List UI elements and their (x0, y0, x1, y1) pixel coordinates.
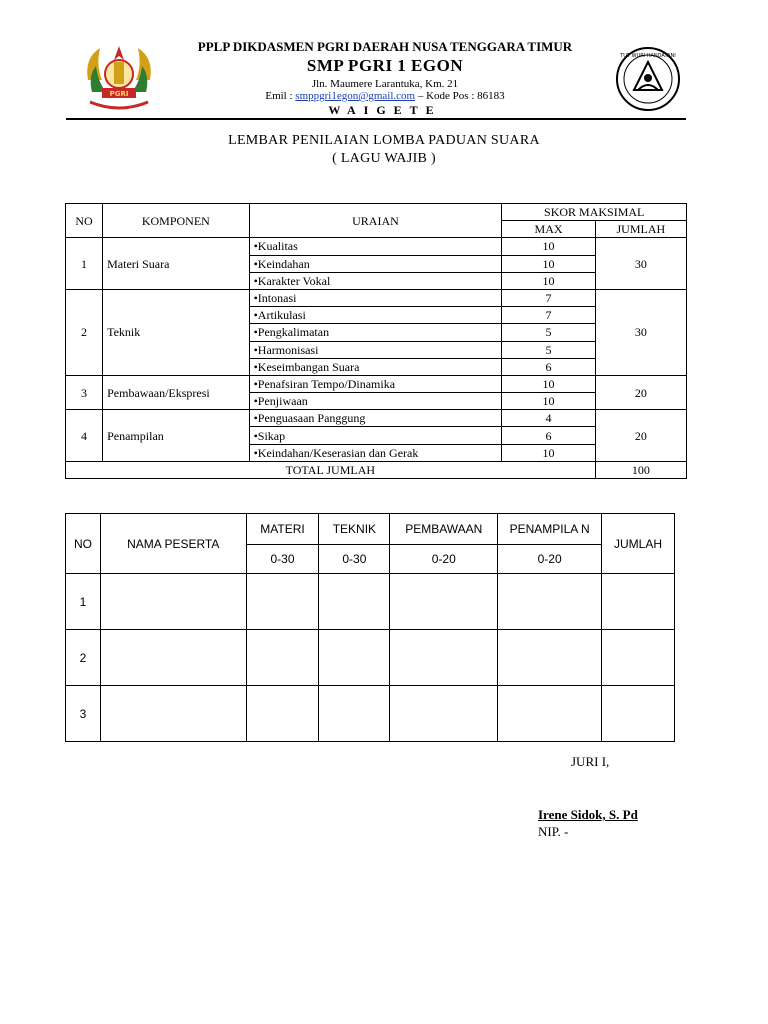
name-cell[interactable] (100, 630, 246, 686)
jumlah-cell[interactable] (602, 686, 675, 742)
item-uraian: • Keseimbangan Suara (249, 358, 502, 375)
org-name: PPLP DIKDASMEN PGRI DAERAH NUSA TENGGARA TIMUR (197, 39, 573, 54)
header-pembawaan: PEMBAWAAN (390, 514, 498, 545)
teknik-cell[interactable] (319, 574, 390, 630)
pembawaan-cell[interactable] (390, 630, 498, 686)
email-link[interactable]: smppgri1egon@gmail.com (295, 90, 416, 102)
group-jumlah: 30 (595, 289, 686, 375)
item-uraian: • Penjiwaan (249, 393, 502, 410)
table-row (66, 410, 687, 427)
header-komponen: KOMPONEN (103, 204, 249, 238)
range-penampilan: 0-20 (498, 545, 602, 574)
header-jumlah: JUMLAH (602, 514, 675, 574)
town-name: WAIGETE (328, 103, 442, 117)
letterhead (66, 36, 686, 120)
participant-row (66, 630, 675, 686)
item-max: 7 (502, 289, 595, 306)
item-max: 10 (502, 272, 595, 289)
header-penampilan: PENAMPILA N (498, 514, 602, 545)
item-max: 10 (502, 238, 595, 255)
header-no: NO (66, 204, 103, 238)
item-uraian: • Karakter Vokal (249, 272, 502, 289)
form-subtitle: ( LAGU WAJIB ) (332, 151, 436, 166)
item-max: 10 (502, 444, 595, 461)
table-row (66, 289, 687, 306)
item-max: 6 (502, 358, 595, 375)
group-komponen: Materi Suara (103, 238, 249, 290)
group-no: 4 (66, 410, 103, 462)
group-no: 1 (66, 238, 103, 290)
header-nama-peserta: NAMA PESERTA (100, 514, 246, 574)
group-no: 3 (66, 375, 103, 409)
contact-line (166, 90, 604, 102)
header-materi: MATERI (246, 514, 319, 545)
total-value: 100 (595, 461, 686, 478)
item-max: 10 (502, 393, 595, 410)
header-skor-maksimal: SKOR MAKSIMAL (502, 204, 687, 221)
row-number: 1 (66, 574, 101, 630)
group-komponen: Penampilan (103, 410, 249, 462)
juri-name: Irene Sidok, S. Pd (538, 807, 638, 822)
table-row (66, 238, 687, 255)
item-uraian: • Artikulasi (249, 307, 502, 324)
materi-cell[interactable] (246, 630, 319, 686)
postal-code: – Kode Pos : 86183 (415, 90, 505, 102)
item-max: 10 (502, 375, 595, 392)
jumlah-cell[interactable] (602, 630, 675, 686)
participant-row (66, 574, 675, 630)
participant-row (66, 686, 675, 742)
name-cell[interactable] (100, 574, 246, 630)
item-uraian: • Keindahan (249, 255, 502, 272)
range-teknik: 0-30 (319, 545, 390, 574)
row-number: 3 (66, 686, 101, 742)
header-divider (66, 118, 686, 120)
pgri-logo-icon (80, 40, 158, 116)
range-materi: 0-30 (246, 545, 319, 574)
pembawaan-cell[interactable] (390, 574, 498, 630)
materi-cell[interactable] (246, 686, 319, 742)
group-jumlah: 20 (595, 410, 686, 462)
materi-cell[interactable] (246, 574, 319, 630)
range-pembawaan: 0-20 (390, 545, 498, 574)
header-no: NO (66, 514, 101, 574)
group-jumlah: 20 (595, 375, 686, 409)
group-komponen: Teknik (103, 289, 249, 375)
item-max: 5 (502, 341, 595, 358)
total-label: TOTAL JUMLAH (66, 461, 596, 478)
teknik-cell[interactable] (319, 630, 390, 686)
group-komponen: Pembawaan/Ekspresi (103, 375, 249, 409)
item-uraian: • Keindahan/Keserasian dan Gerak (249, 444, 502, 461)
pembawaan-cell[interactable] (390, 686, 498, 742)
penampilan-cell[interactable] (498, 686, 602, 742)
item-max: 4 (502, 410, 595, 427)
item-uraian: • Sikap (249, 427, 502, 444)
logo-motto-text: TUT WURI HANDAYANI (620, 53, 676, 59)
item-uraian: • Penafsiran Tempo/Dinamika (249, 375, 502, 392)
email-prefix: Emil : (265, 90, 296, 102)
item-uraian: • Pengkalimatan (249, 324, 502, 341)
participant-score-table (65, 513, 675, 742)
penampilan-cell[interactable] (498, 630, 602, 686)
table-row (66, 375, 687, 392)
tut-wuri-handayani-logo-icon (612, 44, 684, 114)
total-row (66, 461, 687, 478)
logo-pgri-text: PGRI (109, 90, 129, 98)
scoring-criteria-table (65, 203, 687, 479)
teknik-cell[interactable] (319, 686, 390, 742)
penampilan-cell[interactable] (498, 574, 602, 630)
header-jumlah: JUMLAH (595, 221, 686, 238)
group-jumlah: 30 (595, 238, 686, 290)
name-cell[interactable] (100, 686, 246, 742)
item-max: 7 (502, 307, 595, 324)
item-max: 6 (502, 427, 595, 444)
school-address: Jln. Maumere Larantuka, Km. 21 (311, 78, 459, 90)
form-title: LEMBAR PENILAIAN LOMBA PADUAN SUARA (228, 133, 540, 148)
header-max: MAX (502, 221, 595, 238)
item-max: 5 (502, 324, 595, 341)
school-name: SMP PGRI 1 EGON (306, 56, 464, 75)
row-number: 2 (66, 630, 101, 686)
juri-nip: NIP. - (538, 824, 569, 839)
header-teknik: TEKNIK (319, 514, 390, 545)
juri-label: JURI I, (571, 754, 610, 769)
jumlah-cell[interactable] (602, 574, 675, 630)
item-uraian: • Intonasi (249, 289, 502, 306)
group-no: 2 (66, 289, 103, 375)
item-max: 10 (502, 255, 595, 272)
item-uraian: • Harmonisasi (249, 341, 502, 358)
item-uraian: • Kualitas (249, 238, 502, 255)
header-uraian: URAIAN (249, 204, 502, 238)
item-uraian: • Penguasaan Panggung (249, 410, 502, 427)
